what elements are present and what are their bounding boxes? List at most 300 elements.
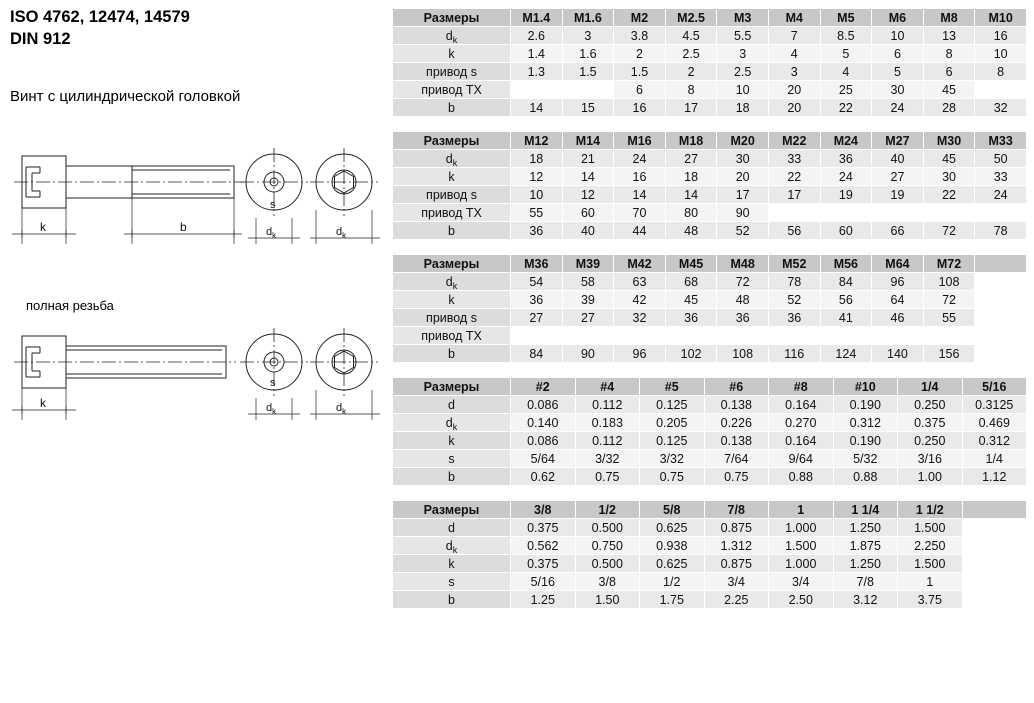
col-header: M33 (975, 132, 1027, 150)
cell: 4 (820, 63, 872, 81)
cell: 17 (717, 186, 769, 204)
col-header: 1 1/4 (833, 501, 898, 519)
cell: 20 (768, 99, 820, 117)
row-label: k (393, 168, 511, 186)
label-k-2: k (40, 396, 46, 410)
col-header: M3 (717, 9, 769, 27)
cell: 27 (665, 150, 717, 168)
cell (975, 291, 1027, 309)
table-row (393, 27, 1027, 45)
cell: 0.875 (704, 519, 769, 537)
table-header-row (393, 132, 1027, 150)
cell: 36 (665, 309, 717, 327)
cell: 0.375 (511, 519, 576, 537)
cell (562, 327, 614, 345)
label-k: k (40, 220, 46, 234)
cell: 27 (562, 309, 614, 327)
cell: 5.5 (717, 27, 769, 45)
cell: 96 (872, 273, 924, 291)
cell (511, 81, 563, 99)
row-label: привод s (393, 309, 511, 327)
cell: 5 (872, 63, 924, 81)
table-header-row (393, 501, 1027, 519)
cell: 1.875 (833, 537, 898, 555)
table-header-row (393, 255, 1027, 273)
dimension-table-imperial-large (392, 500, 1034, 609)
cell (665, 327, 717, 345)
cell: 0.938 (640, 537, 705, 555)
cell: 36 (820, 150, 872, 168)
row-label: b (393, 222, 511, 240)
cell: 8 (975, 63, 1027, 81)
col-header: M10 (975, 9, 1027, 27)
cell: 0.140 (511, 414, 576, 432)
col-header: M45 (665, 255, 717, 273)
cell: 18 (717, 99, 769, 117)
cell: 56 (768, 222, 820, 240)
cell: 3/8 (575, 573, 640, 591)
cell: 0.125 (640, 396, 705, 414)
cell: 0.469 (962, 414, 1027, 432)
cell: 52 (768, 291, 820, 309)
col-header: Размеры (393, 378, 511, 396)
cell: 18 (665, 168, 717, 186)
cell: 2.50 (769, 591, 834, 609)
table-row (393, 537, 1027, 555)
cell: 3/4 (769, 573, 834, 591)
table-row (393, 327, 1027, 345)
table-row (393, 99, 1027, 117)
table-row (393, 555, 1027, 573)
row-label: привод s (393, 63, 511, 81)
cell: 1.6 (562, 45, 614, 63)
col-header-empty (975, 255, 1027, 273)
col-header: M36 (511, 255, 563, 273)
cell: 8.5 (820, 27, 872, 45)
cell (962, 591, 1027, 609)
col-header: 1/2 (575, 501, 640, 519)
cell: 4 (768, 45, 820, 63)
cell: 30 (872, 81, 924, 99)
cell: 1.250 (833, 555, 898, 573)
cell: 56 (820, 291, 872, 309)
cell: 1.12 (962, 468, 1027, 486)
cell: 27 (872, 168, 924, 186)
cell: 0.164 (769, 432, 834, 450)
row-label: $d_k$ (393, 273, 511, 291)
cell: 10 (872, 27, 924, 45)
table-row (393, 468, 1027, 486)
cell: 90 (562, 345, 614, 363)
cell: 2.250 (898, 537, 963, 555)
cell: 0.190 (833, 396, 898, 414)
col-header: Размеры (393, 132, 511, 150)
cell: 6 (614, 81, 666, 99)
row-label: привод s (393, 186, 511, 204)
row-label: b (393, 468, 511, 486)
cell: 140 (872, 345, 924, 363)
col-header: M24 (820, 132, 872, 150)
col-header: M39 (562, 255, 614, 273)
row-label: k (393, 291, 511, 309)
cell: 0.500 (575, 555, 640, 573)
cell: 124 (820, 345, 872, 363)
col-header: #6 (704, 378, 769, 396)
col-header: M2.5 (665, 9, 717, 27)
cell: 5 (820, 45, 872, 63)
cell: 28 (923, 99, 975, 117)
cell: 54 (511, 273, 563, 291)
table-row (393, 291, 1027, 309)
cell: 1/4 (962, 450, 1027, 468)
label-s-2: s (270, 377, 276, 389)
cell (717, 327, 769, 345)
dimension-table-imperial-small (392, 377, 1034, 486)
cell: 0.75 (640, 468, 705, 486)
cell: 19 (820, 186, 872, 204)
cell: 2.25 (704, 591, 769, 609)
cell: 3/32 (575, 450, 640, 468)
cell: 14 (614, 186, 666, 204)
row-label: k (393, 45, 511, 63)
cell: 102 (665, 345, 717, 363)
cell (975, 273, 1027, 291)
cell: 3 (562, 27, 614, 45)
table-header-row (393, 378, 1027, 396)
cell: 36 (511, 222, 563, 240)
cell: 84 (820, 273, 872, 291)
cell: 8 (665, 81, 717, 99)
row-label: d (393, 519, 511, 537)
table-row (393, 345, 1027, 363)
cell: 5/16 (511, 573, 576, 591)
cell: 48 (665, 222, 717, 240)
cell: 1.000 (769, 555, 834, 573)
cell: 66 (872, 222, 924, 240)
cell: 0.3125 (962, 396, 1027, 414)
col-header: #5 (640, 378, 705, 396)
table-row (393, 591, 1027, 609)
cell: 55 (511, 204, 563, 222)
cell: 24 (820, 168, 872, 186)
col-header: M48 (717, 255, 769, 273)
cell: 0.086 (511, 432, 576, 450)
cell: 0.250 (898, 432, 963, 450)
cell: 42 (614, 291, 666, 309)
row-label: b (393, 99, 511, 117)
cell: 14 (665, 186, 717, 204)
cell (962, 573, 1027, 591)
cell: 22 (768, 168, 820, 186)
dimension-tables (392, 0, 1034, 623)
row-label: привод TX (393, 327, 511, 345)
table-row (393, 222, 1027, 240)
col-header: M2 (614, 9, 666, 27)
col-header: #8 (769, 378, 834, 396)
cell: 0.625 (640, 519, 705, 537)
cell: 1.25 (511, 591, 576, 609)
col-header: #2 (511, 378, 576, 396)
cell: 96 (614, 345, 666, 363)
cell: 0.190 (833, 432, 898, 450)
cell: 44 (614, 222, 666, 240)
cell: 55 (923, 309, 975, 327)
row-label: $d_k$ (393, 537, 511, 555)
cell: 1.500 (898, 555, 963, 573)
cell: 1.500 (898, 519, 963, 537)
cell: 0.500 (575, 519, 640, 537)
col-header: 5/16 (962, 378, 1027, 396)
cell: 1.3 (511, 63, 563, 81)
cell: 3.8 (614, 27, 666, 45)
cell: 27 (511, 309, 563, 327)
col-header: M56 (820, 255, 872, 273)
cell: 12 (511, 168, 563, 186)
table-row (393, 519, 1027, 537)
cell (923, 327, 975, 345)
cell: 20 (768, 81, 820, 99)
cell: 1 (898, 573, 963, 591)
cell (975, 327, 1027, 345)
cell: 0.226 (704, 414, 769, 432)
cell: 30 (923, 168, 975, 186)
cell: 0.75 (704, 468, 769, 486)
col-header: Размеры (393, 9, 511, 27)
cell (820, 327, 872, 345)
cell: 45 (665, 291, 717, 309)
label-dk-3: $d_k$ (266, 402, 277, 416)
cell: 24 (872, 99, 924, 117)
cell: 5/32 (833, 450, 898, 468)
product-subtitle: Винт с цилиндрической головкой (10, 88, 241, 105)
cell: 40 (562, 222, 614, 240)
table-row (393, 150, 1027, 168)
cell: 10 (975, 45, 1027, 63)
cell: 0.112 (575, 432, 640, 450)
cell: 1.500 (769, 537, 834, 555)
label-s: s (270, 199, 276, 211)
cell: 36 (768, 309, 820, 327)
cell: 108 (717, 345, 769, 363)
cell: 14 (562, 168, 614, 186)
col-header: M42 (614, 255, 666, 273)
cell (614, 327, 666, 345)
cell: 1.000 (769, 519, 834, 537)
table-row (393, 573, 1027, 591)
cell (820, 204, 872, 222)
cell: 78 (975, 222, 1027, 240)
cell: 68 (665, 273, 717, 291)
cell: 14 (511, 99, 563, 117)
cell: 41 (820, 309, 872, 327)
cell: 10 (511, 186, 563, 204)
col-header: M1.6 (562, 9, 614, 27)
dimension-table-metric-medium (392, 131, 1034, 240)
cell: 156 (923, 345, 975, 363)
cell: 1.312 (704, 537, 769, 555)
col-header: Размеры (393, 501, 511, 519)
row-label: k (393, 555, 511, 573)
col-header: M4 (768, 9, 820, 27)
cell: 84 (511, 345, 563, 363)
dimension-table-metric-large (392, 254, 1034, 363)
cell: 7 (768, 27, 820, 45)
cell (562, 81, 614, 99)
label-dk-4: $d_k$ (336, 402, 347, 416)
cell: 24 (614, 150, 666, 168)
col-header: M14 (562, 132, 614, 150)
cell: 0.312 (833, 414, 898, 432)
cell: 21 (562, 150, 614, 168)
row-label: s (393, 573, 511, 591)
cell: 0.375 (898, 414, 963, 432)
cell: 2 (665, 63, 717, 81)
table-row (393, 81, 1027, 99)
cell: 0.312 (962, 432, 1027, 450)
cell: 116 (768, 345, 820, 363)
row-label: d (393, 396, 511, 414)
cell: 32 (975, 99, 1027, 117)
table-row (393, 45, 1027, 63)
dimension-table-metric-small (392, 8, 1034, 117)
col-header: M27 (872, 132, 924, 150)
row-label: b (393, 591, 511, 609)
cell: 64 (872, 291, 924, 309)
title-block (10, 6, 380, 50)
table-row (393, 186, 1027, 204)
cell: 60 (820, 222, 872, 240)
cell (975, 204, 1027, 222)
cell: 0.88 (833, 468, 898, 486)
cell: 10 (717, 81, 769, 99)
cell (768, 204, 820, 222)
col-header: 1/4 (898, 378, 963, 396)
col-header: M52 (768, 255, 820, 273)
cell (923, 204, 975, 222)
cell: 8 (923, 45, 975, 63)
col-header: Размеры (393, 255, 511, 273)
cell: 80 (665, 204, 717, 222)
col-header-empty (962, 501, 1027, 519)
col-header: M18 (665, 132, 717, 150)
row-label: s (393, 450, 511, 468)
cell: 60 (562, 204, 614, 222)
cell: 0.88 (769, 468, 834, 486)
cell: 0.562 (511, 537, 576, 555)
cell: 7/64 (704, 450, 769, 468)
cell: 90 (717, 204, 769, 222)
cell: 0.62 (511, 468, 576, 486)
cell: 1.4 (511, 45, 563, 63)
cell: 30 (717, 150, 769, 168)
table-row (393, 396, 1027, 414)
cell: 46 (872, 309, 924, 327)
cell: 19 (872, 186, 924, 204)
cell: 25 (820, 81, 872, 99)
cell: 3 (717, 45, 769, 63)
cell: 50 (975, 150, 1027, 168)
cell (962, 519, 1027, 537)
col-header: 5/8 (640, 501, 705, 519)
table-row (393, 450, 1027, 468)
col-header: M5 (820, 9, 872, 27)
cell: 45 (923, 150, 975, 168)
cell: 6 (923, 63, 975, 81)
cell: 1.50 (575, 591, 640, 609)
col-header: M6 (872, 9, 924, 27)
cell: 0.112 (575, 396, 640, 414)
cell: 0.75 (575, 468, 640, 486)
cell: 0.625 (640, 555, 705, 573)
cell: 5/64 (511, 450, 576, 468)
col-header: M20 (717, 132, 769, 150)
cell: 1.5 (614, 63, 666, 81)
cell: 0.205 (640, 414, 705, 432)
col-header: M72 (923, 255, 975, 273)
table-row (393, 432, 1027, 450)
cell: 63 (614, 273, 666, 291)
left-column (0, 0, 390, 703)
cell: 0.138 (704, 396, 769, 414)
row-label: k (393, 432, 511, 450)
cell: 0.125 (640, 432, 705, 450)
cell: 48 (717, 291, 769, 309)
cell: 0.086 (511, 396, 576, 414)
cell: 0.875 (704, 555, 769, 573)
cell: 0.164 (769, 396, 834, 414)
table-header-row (393, 9, 1027, 27)
cell: 40 (872, 150, 924, 168)
cell: 2.5 (717, 63, 769, 81)
col-header: M64 (872, 255, 924, 273)
cell: 7/8 (833, 573, 898, 591)
col-header: M8 (923, 9, 975, 27)
cell: 20 (717, 168, 769, 186)
cell: 9/64 (769, 450, 834, 468)
cell (768, 327, 820, 345)
table-row (393, 168, 1027, 186)
cell: 3/4 (704, 573, 769, 591)
screw-drawing-partial-thread (4, 140, 386, 270)
screw-drawing-full-thread (4, 320, 386, 445)
cell (975, 81, 1027, 99)
cell: 16 (614, 168, 666, 186)
cell: 78 (768, 273, 820, 291)
cell (872, 327, 924, 345)
cell: 0.750 (575, 537, 640, 555)
label-dk-2: $d_k$ (336, 226, 347, 240)
cell: 70 (614, 204, 666, 222)
cell: 1/2 (640, 573, 705, 591)
cell: 0.183 (575, 414, 640, 432)
cell: 15 (562, 99, 614, 117)
col-header: 1 (769, 501, 834, 519)
cell: 3 (768, 63, 820, 81)
cell: 52 (717, 222, 769, 240)
cell: 3.75 (898, 591, 963, 609)
cell: 24 (975, 186, 1027, 204)
cell: 36 (717, 309, 769, 327)
cell: 36 (511, 291, 563, 309)
cell: 1.5 (562, 63, 614, 81)
cell: 3/32 (640, 450, 705, 468)
cell: 108 (923, 273, 975, 291)
col-header: M12 (511, 132, 563, 150)
cell: 17 (665, 99, 717, 117)
row-label: привод TX (393, 204, 511, 222)
cell: 1.75 (640, 591, 705, 609)
cell (962, 537, 1027, 555)
